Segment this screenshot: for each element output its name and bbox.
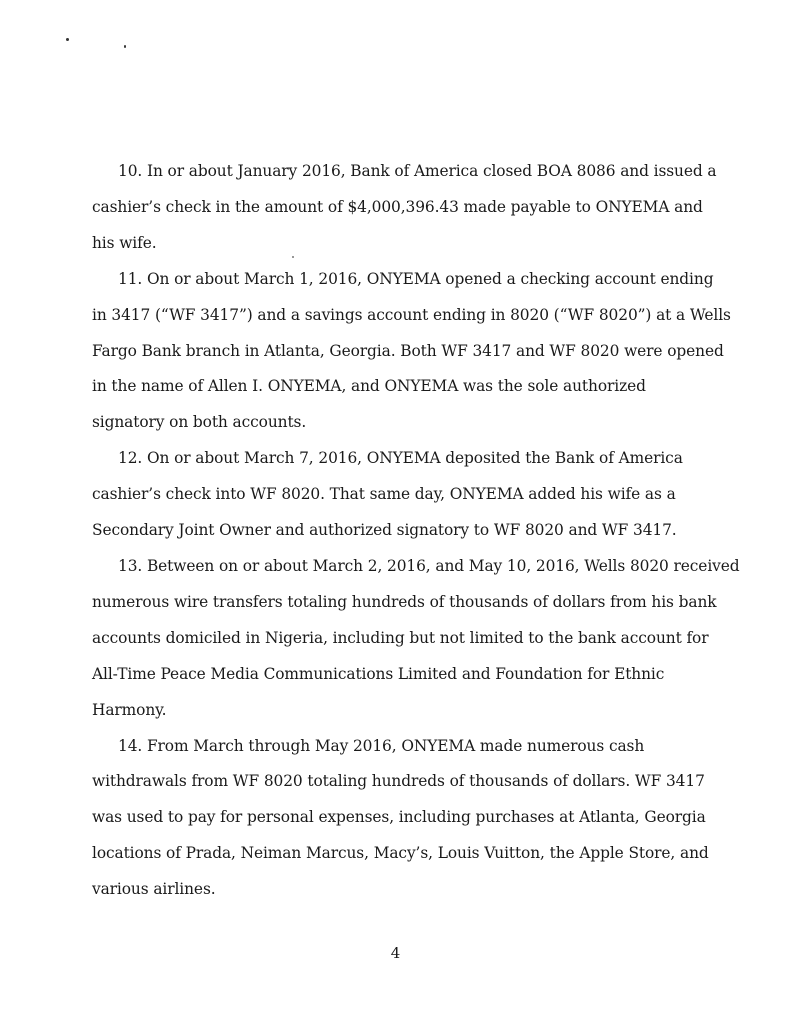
paragraph-line: locations of Prada, Neiman Marcus, Macy’s, Louis Vuitton, the Apple Store, and <box>92 844 709 863</box>
paragraph-line: numerous wire transfers totaling hundreds of thousands of dollars from his bank <box>92 592 717 611</box>
paragraph-line: 13. Between on or about March 2, 2016, and May 10, 2016, Wells 8020 received <box>118 556 740 575</box>
paragraph-line: 14. From March through May 2016, ONYEMA made numerous cash <box>118 736 645 755</box>
paragraph-11 <box>92 262 731 442</box>
paragraph-line: various airlines. <box>92 880 216 899</box>
scan-speck <box>66 38 69 41</box>
scan-speck <box>124 45 126 48</box>
paragraph-line: All-Time Peace Media Communications Limited and Foundation for Ethnic <box>92 664 665 683</box>
paragraph-line: accounts domiciled in Nigeria, including but not limited to the bank account for <box>92 628 709 647</box>
paragraph-line: cashier’s check into WF 8020. That same day, ONYEMA added his wife as a <box>92 485 676 504</box>
paragraph-line: 11. On or about March 1, 2016, ONYEMA opened a checking account ending <box>118 269 714 288</box>
page-number: 4 <box>390 944 401 962</box>
paragraph-12 <box>92 441 693 549</box>
paragraph-10 <box>92 154 717 262</box>
paragraph-line: was used to pay for personal expenses, including purchases at Atlanta, Georgia <box>92 808 706 827</box>
paragraph-line: signatory on both accounts. <box>92 413 307 432</box>
paragraph-line: Fargo Bank branch in Atlanta, Georgia. Both WF 3417 and WF 8020 were opened <box>92 341 724 360</box>
document-body <box>92 154 740 908</box>
paragraph-line: withdrawals from WF 8020 totaling hundreds of thousands of dollars. WF 3417 <box>92 772 705 791</box>
paragraph-line: 10. In or about January 2016, Bank of America closed BOA 8086 and issued a <box>118 162 717 180</box>
paragraph-line: in 3417 (“WF 3417”) and a savings account ending in 8020 (“WF 8020”) at a Wells <box>92 305 731 324</box>
paragraph-13 <box>92 549 740 729</box>
paragraph-line: 12. On or about March 7, 2016, ONYEMA deposited the Bank of America <box>118 449 683 468</box>
paragraph-14 <box>92 729 709 909</box>
paragraph-line: Harmony. <box>92 700 167 719</box>
paragraph-line: cashier’s check in the amount of $4,000,396.43 made payable to ONYEMA and <box>92 197 703 216</box>
paragraph-line: his wife. <box>92 233 157 252</box>
paragraph-line: Secondary Joint Owner and authorized signatory to WF 8020 and WF 3417. <box>92 521 677 540</box>
paragraph-line: in the name of Allen I. ONYEMA, and ONYEMA was the sole authorized <box>92 377 646 396</box>
